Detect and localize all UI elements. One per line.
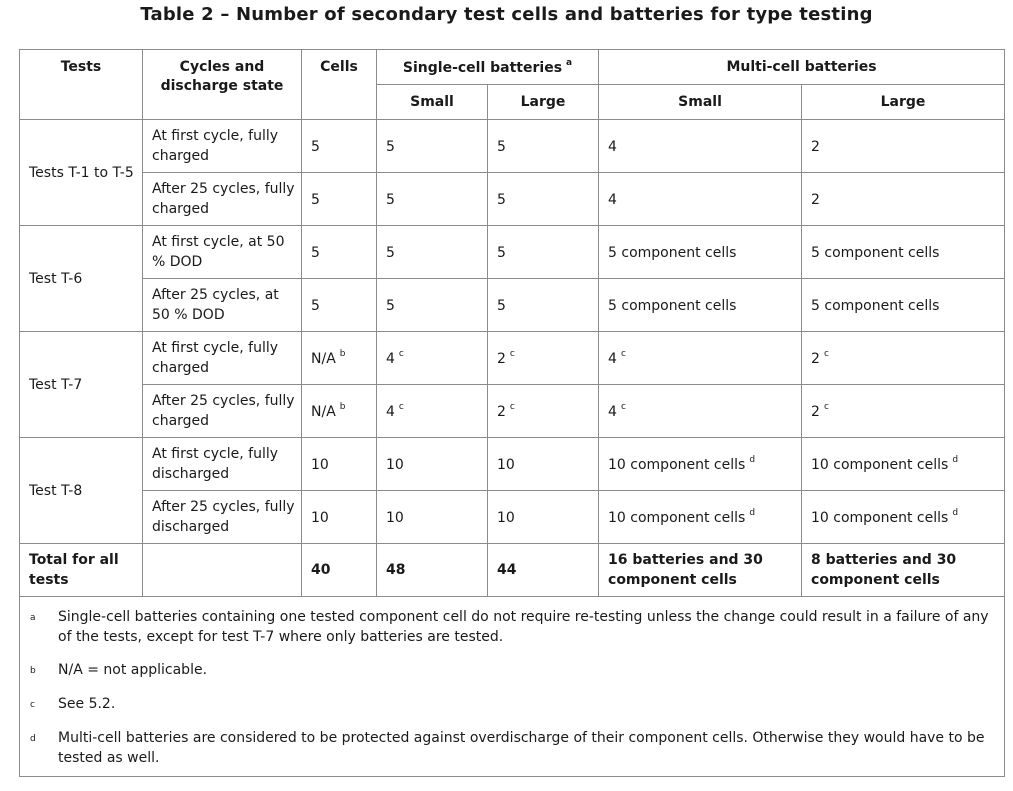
multi-small-value: [599, 226, 802, 279]
footnotes: [20, 597, 1005, 777]
header-cells: Cells: [302, 50, 377, 120]
header-single-cell-footnote-mark: a: [566, 58, 573, 68]
footnote-mark: c: [398, 402, 404, 412]
cell-text: 5: [497, 192, 506, 208]
single-large-value: [488, 332, 599, 385]
footnote-text: Single-cell batteries containing one tested component cell do not require re-testing unless the change could result in a failure of any of the tests, except for test T-7 where only batteries are tested.: [58, 609, 989, 645]
multi-small-value: [599, 173, 802, 226]
cell-text: 5: [311, 298, 320, 314]
multi-large-value: [802, 173, 1005, 226]
cell-text: 2: [811, 351, 820, 367]
cell-text: 5: [497, 139, 506, 155]
total-label: Total for all tests: [20, 544, 143, 597]
cell-text: N/A: [311, 404, 336, 420]
single-large-value: [488, 385, 599, 438]
test-group-name: Test T-6: [20, 226, 143, 332]
cell-text: 5 component cells: [811, 245, 940, 261]
footnote-mark: c: [398, 349, 404, 359]
footnote-mark: c: [509, 402, 515, 412]
test-group-name: Test T-7: [20, 332, 143, 438]
header-multi-cell: Multi-cell batteries: [599, 50, 1005, 85]
multi-small-value: [599, 279, 802, 332]
multi-small-value: [599, 332, 802, 385]
footnote-mark: b: [339, 402, 346, 412]
total-single-large: 44: [488, 544, 599, 597]
cell-text: 2: [497, 351, 506, 367]
total-single-small: 48: [377, 544, 488, 597]
total-multi-small: 16 batteries and 30 component cells: [599, 544, 802, 597]
footnote-text: Multi-cell batteries are considered to be protected against overdischarge of their component cells. Otherwise they would have to be tested as well.: [58, 730, 985, 766]
footnote-key: b: [30, 666, 36, 676]
multi-large-value: [802, 385, 1005, 438]
footnote-text: N/A = not applicable.: [58, 662, 208, 678]
multi-large-value: [802, 491, 1005, 544]
cycle-state: After 25 cycles, fully charged: [143, 385, 302, 438]
table-row: [20, 226, 1005, 279]
cell-text: 4: [386, 404, 395, 420]
table-row: [20, 438, 1005, 491]
cell-text: 10 component cells: [608, 510, 746, 526]
multi-large-value: [802, 279, 1005, 332]
test-table: [19, 49, 1005, 777]
cell-text: 10: [386, 510, 404, 526]
cells-value: [302, 438, 377, 491]
cell-text: 5: [386, 139, 395, 155]
multi-large-value: [802, 226, 1005, 279]
cycle-state: At first cycle, fully discharged: [143, 438, 302, 491]
test-group-name: Test T-8: [20, 438, 143, 544]
table-row: [20, 120, 1005, 173]
footnote-b: [30, 660, 994, 681]
single-small-value: [377, 491, 488, 544]
multi-small-value: [599, 120, 802, 173]
footnote-text: See 5.2.: [58, 696, 116, 712]
table-title: Table 2 – Number of secondary test cells and batteries for type testing: [140, 4, 873, 25]
total-cells: 40: [302, 544, 377, 597]
cell-text: 2: [811, 192, 820, 208]
cell-text: 5: [386, 245, 395, 261]
footnote-mark: d: [952, 508, 959, 518]
single-small-value: [377, 226, 488, 279]
cell-text: 5: [386, 298, 395, 314]
footnote-mark: c: [620, 349, 626, 359]
single-large-value: [488, 120, 599, 173]
footnote-key: d: [30, 734, 36, 744]
single-large-value: [488, 173, 599, 226]
single-small-value: [377, 279, 488, 332]
footnote-key: c: [30, 700, 35, 710]
cycle-state: At first cycle, fully charged: [143, 120, 302, 173]
total-multi-large: 8 batteries and 30 component cells: [802, 544, 1005, 597]
footnote-key: a: [30, 613, 36, 623]
footnote-mark: c: [823, 349, 829, 359]
footnote-mark: c: [620, 402, 626, 412]
cells-value: [302, 491, 377, 544]
cell-text: 2: [497, 404, 506, 420]
header-single-large: Large: [488, 85, 599, 120]
table-row: [20, 332, 1005, 385]
cells-value: [302, 385, 377, 438]
footnote-mark: c: [509, 349, 515, 359]
cell-text: 4: [386, 351, 395, 367]
footnote-a: [30, 607, 994, 647]
cell-text: 5 component cells: [608, 298, 737, 314]
cycle-state: After 25 cycles, fully charged: [143, 173, 302, 226]
cell-text: 10: [311, 457, 329, 473]
cell-text: 10 component cells: [811, 510, 949, 526]
cells-value: [302, 173, 377, 226]
cell-text: 10: [497, 457, 515, 473]
cell-text: 10: [311, 510, 329, 526]
cell-text: 10: [386, 457, 404, 473]
multi-small-value: [599, 491, 802, 544]
cell-text: 5: [497, 298, 506, 314]
table-row: [20, 491, 1005, 544]
cell-text: 2: [811, 404, 820, 420]
total-cycle-cell: [143, 544, 302, 597]
footnote-mark: d: [749, 508, 756, 518]
cell-text: 5 component cells: [811, 298, 940, 314]
cell-text: 5 component cells: [608, 245, 737, 261]
footnote-c: [30, 694, 994, 715]
multi-small-value: [599, 385, 802, 438]
single-large-value: [488, 226, 599, 279]
footnote-d: [30, 728, 994, 768]
cell-text: 4: [608, 139, 617, 155]
cell-text: 5: [497, 245, 506, 261]
cell-text: 5: [311, 139, 320, 155]
header-multi-small: Small: [599, 85, 802, 120]
single-large-value: [488, 491, 599, 544]
cell-text: 2: [811, 139, 820, 155]
footnote-mark: b: [339, 349, 346, 359]
cell-text: 4: [608, 404, 617, 420]
cell-text: 5: [311, 245, 320, 261]
multi-large-value: [802, 438, 1005, 491]
cells-value: [302, 279, 377, 332]
header-single-small: Small: [377, 85, 488, 120]
single-small-value: [377, 385, 488, 438]
single-small-value: [377, 438, 488, 491]
cell-text: 10: [497, 510, 515, 526]
multi-large-value: [802, 332, 1005, 385]
cycle-state: At first cycle, at 50 % DOD: [143, 226, 302, 279]
table-row: [20, 385, 1005, 438]
cell-text: 5: [386, 192, 395, 208]
cell-text: 10 component cells: [811, 457, 949, 473]
cell-text: N/A: [311, 351, 336, 367]
header-multi-large: Large: [802, 85, 1005, 120]
single-large-value: [488, 438, 599, 491]
cells-value: [302, 226, 377, 279]
single-small-value: [377, 120, 488, 173]
footnote-mark: d: [952, 455, 959, 465]
multi-large-value: [802, 120, 1005, 173]
header-cycles: Cycles and discharge state: [143, 50, 302, 120]
multi-small-value: [599, 438, 802, 491]
cell-text: 4: [608, 192, 617, 208]
header-single-cell-label: Single-cell batteries: [402, 60, 563, 76]
single-large-value: [488, 279, 599, 332]
single-small-value: [377, 332, 488, 385]
cell-text: 5: [311, 192, 320, 208]
cycle-state: After 25 cycles, fully discharged: [143, 491, 302, 544]
footnote-mark: d: [749, 455, 756, 465]
table-row: [20, 279, 1005, 332]
footnote-mark: c: [823, 402, 829, 412]
single-small-value: [377, 173, 488, 226]
header-single-cell: [377, 50, 599, 85]
table-row: [20, 173, 1005, 226]
cell-text: 4: [608, 351, 617, 367]
cells-value: [302, 120, 377, 173]
test-group-name: Tests T-1 to T-5: [20, 120, 143, 226]
cycle-state: After 25 cycles, at 50 % DOD: [143, 279, 302, 332]
cells-value: [302, 332, 377, 385]
header-tests: Tests: [20, 50, 143, 120]
cell-text: 10 component cells: [608, 457, 746, 473]
cycle-state: At first cycle, fully charged: [143, 332, 302, 385]
